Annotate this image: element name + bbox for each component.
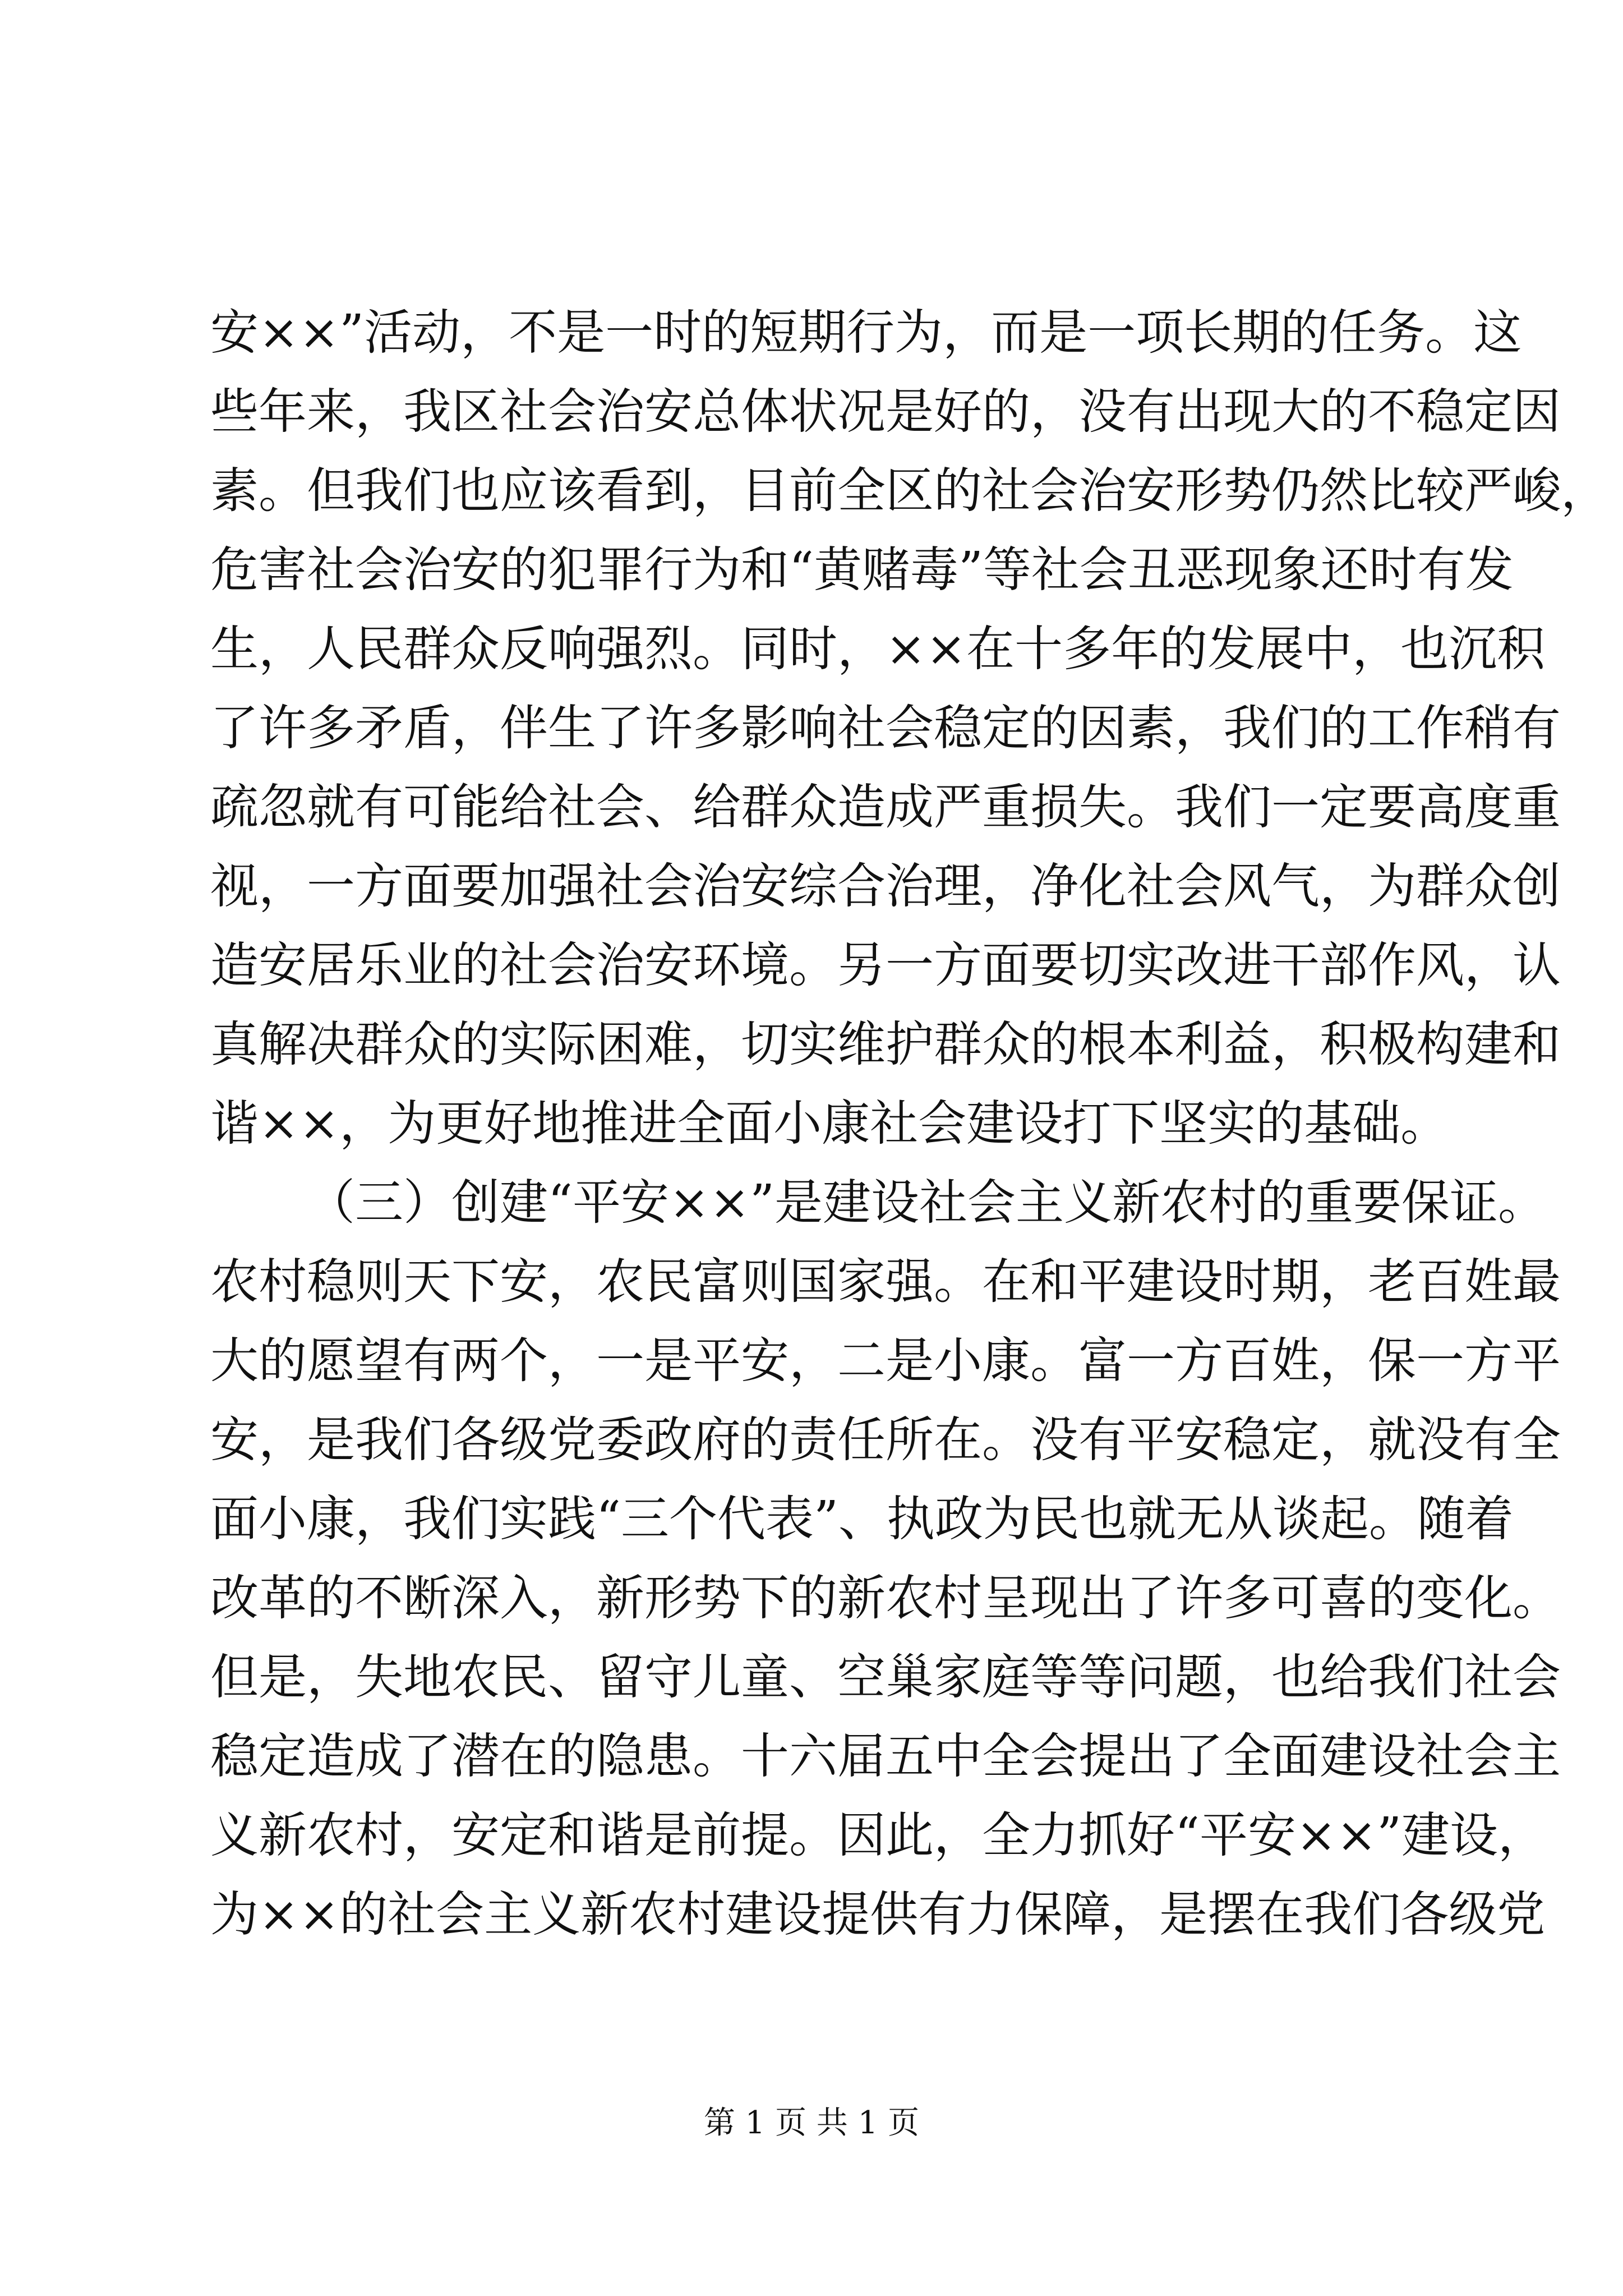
text-line-17: 改革的不断深入，新形势下的新农村呈现出了许多可喜的变化。 <box>210 1570 1561 1626</box>
text-line-4: 危害社会治安的犯罪行为和“黄赌毒”等社会丑恶现象还时有发 <box>210 542 1514 598</box>
text-line-7: 疏忽就有可能给社会、给群众造成严重损失。我们一定要高度重 <box>210 779 1561 835</box>
text-line-10: 真解决群众的实际困难，切实维护群众的根本利益，积极构建和 <box>210 1016 1561 1073</box>
text-line-13: 农村稳则天下安，农民富则国家强。在和平建设时期，老百姓最 <box>210 1254 1561 1310</box>
text-line-11: 谐××，为更好地推进全面小康社会建设打下坚实的基础。 <box>210 1096 1449 1152</box>
text-line-20: 义新农村，安定和谐是前提。因此，全力抓好“平安××”建设， <box>210 1807 1547 1864</box>
text-line-19: 稳定造成了潜在的隐患。十六届五中全会提出了全面建设社会主 <box>210 1728 1561 1784</box>
text-line-21: 为××的社会主义新农村建设提供有力保障，是摆在我们各级党 <box>210 1887 1546 1943</box>
text-line-6: 了许多矛盾，伴生了许多影响社会稳定的因素，我们的工作稍有 <box>210 700 1561 756</box>
document-body <box>210 293 1609 1954</box>
text-line-18: 但是，失地农民、留守儿童、空巢家庭等等问题，也给我们社会 <box>210 1649 1561 1705</box>
page-footer: 第 1 页 共 1 页 <box>703 2105 920 2141</box>
text-line-1: 安××”活动，不是一时的短期行为，而是一项长期的任务。这 <box>210 305 1522 361</box>
text-line-3: 素。但我们也应该看到，目前全区的社会治安形势仍然比较严峻， <box>210 463 1609 519</box>
section-heading-line: （三）创建“平安××”是建设社会主义新农村的重要保证。 <box>307 1175 1547 1231</box>
text-line-9: 造安居乐业的社会治安环境。另一方面要切实改进干部作风，认 <box>210 937 1561 993</box>
text-line-16: 面小康，我们实践“三个代表”、执政为民也就无从谈起。随着 <box>210 1491 1514 1547</box>
text-line-8: 视，一方面要加强社会治安综合治理，净化社会风气，为群众创 <box>210 858 1561 914</box>
text-line-2: 些年来，我区社会治安总体状况是好的，没有出现大的不稳定因 <box>210 384 1561 440</box>
text-line-5: 生，人民群众反响强烈。同时，××在十多年的发展中，也沉积 <box>210 621 1546 677</box>
text-line-14: 大的愿望有两个，一是平安，二是小康。富一方百姓，保一方平 <box>210 1333 1561 1389</box>
text-line-15: 安，是我们各级党委政府的责任所在。没有平安稳定，就没有全 <box>210 1412 1561 1468</box>
